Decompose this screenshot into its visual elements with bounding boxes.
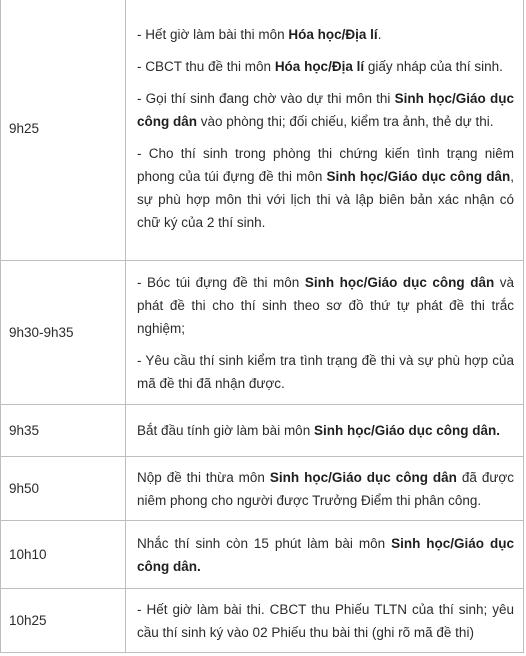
table-row <box>1 521 524 589</box>
paragraph-text: - Yêu cầu thí sinh kiểm tra tình trạng đề thi và sự phù hợp của mã đề thi đã nhận được. <box>137 352 514 391</box>
paragraph-text: Nộp đề thi thừa môn <box>137 469 270 485</box>
paragraph-text: - Cho thí sinh trong phòng thi chứng kiến tình trạng niêm phong của túi đựng đề thi môn <box>137 146 514 184</box>
content-cell <box>126 405 524 457</box>
subject-name: Sinh học/Giáo dục công dân <box>326 169 511 184</box>
table-row <box>1 457 524 521</box>
content-cell <box>126 457 524 521</box>
time-cell <box>1 0 126 261</box>
subject-name: Sinh học/Giáo dục công dân <box>304 274 495 290</box>
paragraph-text: - Hết giờ làm bài thi. CBCT thu Phiếu TLTN của thí sinh; yêu cầu thí sinh ký vào 02 Phiếu thu bài thi (ghi rõ mã đề thi) <box>137 601 514 640</box>
paragraph-text: đã được niêm phong cho người được Trưởng Điểm thi phân công. <box>137 469 515 508</box>
subject-name: Sinh học/Giáo dục công dân. <box>137 535 514 574</box>
time-cell <box>1 405 126 457</box>
subject-name: Sinh học/Giáo dục công dân <box>269 469 457 485</box>
schedule-paragraph <box>137 55 514 78</box>
paragraph-text: - CBCT thu đề thi môn <box>137 59 275 74</box>
paragraph-text: Nhắc thí sinh còn 15 phút làm bài môn <box>137 535 392 551</box>
schedule-paragraph <box>137 271 514 340</box>
schedule-paragraph <box>137 142 514 234</box>
paragraph-text: và phát đề thi cho thí sinh theo sơ đồ thứ tự phát đề thi trắc nghiệm; <box>137 274 514 336</box>
table-row <box>1 261 524 405</box>
content-cell <box>126 521 524 589</box>
subject-name: Hóa học/Địa lí <box>274 59 365 74</box>
time-cell <box>1 261 126 405</box>
paragraph-text: giấy nháp của thí sinh. <box>364 59 503 74</box>
time-label: 10h10 <box>9 546 47 562</box>
schedule-paragraph <box>137 532 514 578</box>
paragraph-text: . <box>377 27 382 42</box>
schedule-paragraph <box>137 598 514 644</box>
paragraph-text: , sự phù hợp môn thi với lịch thi và lập biên bản xác nhận có chữ ký của 2 thí sinh. <box>137 169 514 230</box>
schedule-paragraph <box>137 419 514 442</box>
paragraph-text: Bắt đầu tính giờ làm bài môn <box>137 423 314 438</box>
schedule-paragraph <box>137 23 514 46</box>
table-row <box>1 0 524 261</box>
schedule-paragraph <box>137 87 514 133</box>
time-label: 9h30-9h35 <box>9 324 74 340</box>
time-label: 9h35 <box>9 422 40 438</box>
paragraph-text: - Bóc túi đựng đề thi môn <box>137 274 305 290</box>
subject-name: Sinh học/Giáo dục công dân. <box>313 423 500 438</box>
time-cell <box>1 589 126 653</box>
time-cell <box>1 521 126 589</box>
paragraph-text: - Gọi thí sinh đang chờ vào dự thi môn thi <box>137 91 395 106</box>
time-label: 10h25 <box>9 612 47 628</box>
subject-name: Hóa học/Địa lí <box>288 27 378 42</box>
subject-name: Sinh học/Giáo dục công dân <box>137 91 514 129</box>
paragraph-text: vào phòng thi; đối chiếu, kiểm tra ảnh, thẻ dự thi. <box>197 114 494 129</box>
time-cell <box>1 457 126 521</box>
schedule-paragraph <box>137 349 514 395</box>
content-cell <box>126 0 524 261</box>
table-row <box>1 405 524 457</box>
table-row <box>1 589 524 653</box>
time-label: 9h50 <box>9 480 40 496</box>
paragraph-text: - Hết giờ làm bài thi môn <box>137 27 289 42</box>
content-cell <box>126 261 524 405</box>
content-cell <box>126 589 524 653</box>
time-label: 9h25 <box>9 120 40 136</box>
schedule-paragraph <box>137 466 514 512</box>
